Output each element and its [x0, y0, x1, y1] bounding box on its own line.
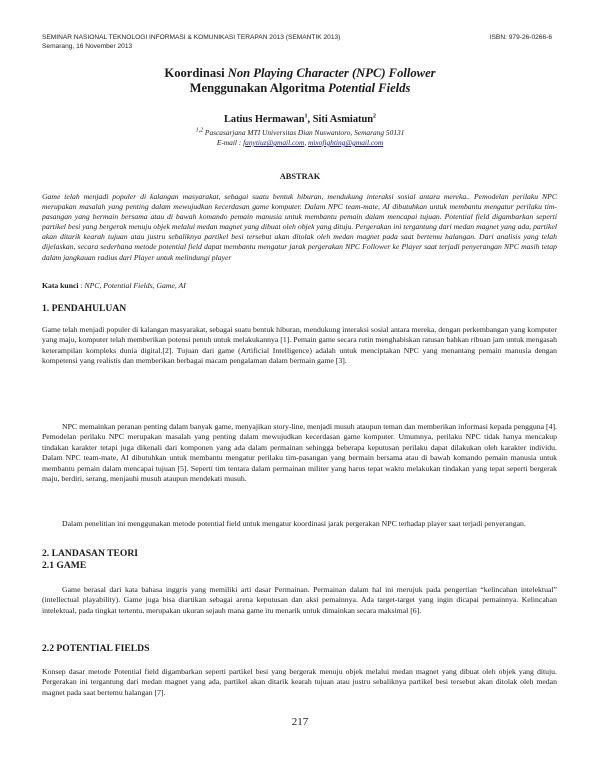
conference-name: SEMINAR NASIONAL TEKNOLOGI INFORMASI & KOMUNIKASI TERAPAN 2013 (SEMANTIK 2013) [42, 34, 341, 41]
author-name: Latius Hermawan [223, 114, 305, 125]
email-link[interactable]: fanytiuz@gmail.com [243, 138, 305, 147]
email-label: E-mail : [216, 138, 244, 147]
author-separator: , [307, 114, 313, 125]
title-line2-italic: Potential Fields [328, 80, 411, 95]
isbn: ISBN: 979-26-0266-6 [489, 34, 552, 41]
paragraph: Konsep dasar metode Potential field digambarkan seperti partikel besi yang bergerak menuju objek melalui medan magnet yang dibuat oleh objek yang dituju. Pergerakan ini tergantung dari medan magnet yang ada, partikel akan ditarik kearah tujuan atau justru sebaliknya partikel besi tersebut akan ditolak oleh medan magnet pada saat bertemu halangan [7]. [42, 667, 557, 697]
running-header [42, 33, 472, 51]
paragraph: Dalam penelitian ini menggunakan metode potential field untuk mengatur koordinasi jarak pergerakan NPC terhadap player saat terjadi penyerangan. [62, 519, 526, 528]
paragraph: Game telah menjadi populer di kalangan masyarakat, sebagai suatu bentuk hiburan, mendukung interaksi sosial antara mereka, dengan perkembangan yang komputer yang maju, komputer telah memberikan potensi penuh untuk melakukannya [1]. Pemain game secara rutin menghabiskan ratusan bahkan ribuan jam untuk mengasah keterampilan kompleks dunia digital.[2]. Tujuan dari game (Artificial Intelligence) adalah untuk menciptakan NPC yang menantang pemain manusia dengan kompetensi yang realistis dan memberikan berbagai macam pengalaman dalam bermain game [3]. [42, 325, 557, 366]
title-line1-italic: Non Playing Character (NPC) Follower [227, 66, 436, 80]
title-line2-prefix: Menggunakan Algoritma [189, 80, 329, 95]
author-name: Siti Asmiatun [312, 114, 374, 125]
place-date: Semarang, 16 November 2013 [42, 43, 133, 50]
author-list [40, 114, 560, 125]
section-heading: 1. PENDAHULUAN [42, 303, 127, 314]
keywords [42, 281, 557, 290]
affiliation-text: Pascasarjana MTI Universitas Dian Nuswantoro, Semarang 50131 [203, 128, 405, 137]
section-heading: 2. LANDASAN TEORI [42, 548, 139, 559]
keywords-text: NPC, Potential Fields, Game, AI [84, 281, 186, 290]
author-sup: 1 [304, 113, 308, 120]
keywords-label: Kata kunci [42, 281, 79, 290]
subsection-heading: 2.2 POTENTIAL FIELDS [42, 643, 150, 654]
email-link[interactable]: mixofighting@gmail.com [308, 138, 384, 147]
subsection-heading: 2.1 GAME [42, 560, 87, 571]
keywords-separator: : [78, 281, 85, 290]
paragraph: Game berasal dari kata bahasa inggris yang memiliki arti dasar Permainan. Permainan dalam hal ini merujuk pada pengertian “kelincahan intelektual” (intellectual playability). Game juga bisa diartikan sebagai arena keputusan dan aksi pemainnya. Ada target-target yang ingin dicapai pemainnya. Kelincahan intelektual, pada tingkat tertentu, merupakan ukuran sejauh mana game itu menarik untuk dimainkan secara maksimal [6]. [42, 585, 557, 615]
paper-title [40, 66, 560, 95]
page-number: 217 [291, 716, 309, 728]
title-line1-prefix: Koordinasi [164, 66, 228, 80]
paragraph: NPC memainkan peranan penting dalam banyak game, menyajikan story-line, menjadi musuh ataupun teman dan memberikan informasi kepada pengguna [4]. Pemodelan perilaku NPC merupakan masalah yang penting dalam mewujudkan kecerdasan game komputer. Umumnya, perilaku NPC tidak hanya mencakup tindakan karakter tetapi juga dikenali dari komponen yang ada dalam permainan sehingga beberapa keputusan perilaku dapat dilakukan oleh karakter individu. Dalam NPC team-mate, AI dibutuhkan untuk membantu mengatur perilaku tim-pasangan yang bermain bersama atau di bawah komando pemain manusia untuk membantu pemain dalam mencapai tujuan [5]. Seperti tim tentara dalam permainan militer yang harus tepat waktu melakukan tindakan yang tepat seperti bergerak maju, berdiri, serang, menjauhi musuh ataupun mendekati musuh. [42, 422, 557, 484]
affiliation-sup: 1,2 [195, 127, 204, 134]
email-separator: , [304, 138, 309, 147]
abstract-heading: ABSTRAK [279, 172, 321, 181]
affiliation [40, 128, 560, 148]
author-sup: 2 [373, 113, 377, 120]
abstract-text: Game telah menjadi populer di kalangan masyarakat, sebagai suatu bentuk hiburan, mendukung interaksi sosial antara mereka.. Pemodelan perilaku NPC merupakan masalah yang penting dalam mewujudkan kecerdasan game komputer. Dalam NPC team-mate, AI dibutuhkan untuk membantu mengatur perilaku tim-pasangan yang bermain bersama atau di bawah komando pemain manusia untuk membantu pemain dalam mencapai tujuan. Potential field digambarkan seperti partikel besi yang bergerak menuju objek melalui medan magnet yang dibuat oleh objek yang dituju. Pergerakan ini tergantung dari medan magnet yang ada, partikel akan ditarik kearah tujuan atau justru sebaliknya partikel besi tersebut akan ditolak oleh medan magnet pada saat bertemu halangan. Dari analisis yang telah dijelaskan, secara sederhana metode potential field dapat membantu mengatur jarak pergerakan NPC Follower ke Player saat terjadi penyerangan NPC masih tetap dalam jangkauan radius dari Player untuk melindungi player [42, 192, 557, 262]
